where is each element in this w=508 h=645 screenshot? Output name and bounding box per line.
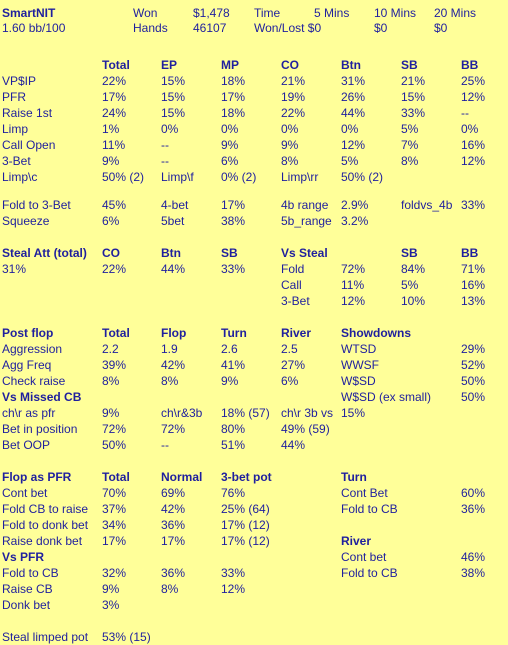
stat-value: 17%: [102, 534, 127, 548]
stat-value: 0%: [281, 122, 299, 136]
stat-value: 29%: [461, 342, 486, 356]
stat-value: 2.5: [281, 342, 298, 356]
stat-value: 12%: [341, 294, 366, 308]
stat-header: Total: [102, 470, 130, 484]
stat-value: 17%: [221, 198, 246, 212]
stat-label: Fold to CB: [2, 566, 59, 580]
stat-value: 8%: [161, 582, 179, 596]
stat-value: 33%: [461, 198, 486, 212]
wonlost-label: Won/Lost $0: [254, 21, 322, 35]
stat-value: --: [161, 138, 169, 152]
stat-label: 31%: [2, 262, 27, 276]
time-20-value: $0: [434, 21, 448, 35]
stat-value: 51%: [221, 438, 246, 452]
stat-value: 33%: [401, 106, 426, 120]
stat-label: Steal limped pot: [2, 630, 89, 644]
stat-value: Call: [281, 278, 302, 292]
stat-value: 18%: [221, 106, 246, 120]
stat-value: 36%: [161, 518, 186, 532]
stat-value: 17%: [161, 534, 186, 548]
stat-label: Aggression: [2, 342, 63, 356]
stat-label: Bet in position: [2, 422, 78, 436]
stat-label: Raise 1st: [2, 106, 53, 120]
stat-value: 12%: [221, 582, 246, 596]
stat-value: 44%: [161, 262, 186, 276]
stat-value: 41%: [221, 358, 246, 372]
bb-per-100: 1.60 bb/100: [2, 21, 66, 35]
stat-value: 5%: [401, 122, 419, 136]
stat-value: 8%: [281, 154, 299, 168]
stat-header: SB: [401, 58, 418, 72]
stat-value: 16%: [461, 278, 486, 292]
player-name: SmartNIT: [2, 6, 56, 20]
stat-header: 3-bet pot: [221, 470, 272, 484]
stat-value: 33%: [221, 262, 246, 276]
stat-label: Cont bet: [2, 486, 48, 500]
stat-value: 72%: [341, 262, 366, 276]
stat-header: River: [341, 534, 372, 548]
stat-label: VP$IP: [2, 74, 37, 88]
stat-header: CO: [281, 58, 299, 72]
stat-value: 69%: [161, 486, 186, 500]
stat-value: 0%: [461, 122, 479, 136]
stat-value: 12%: [461, 154, 486, 168]
stat-header: Total: [102, 58, 130, 72]
stat-value: 17%: [102, 90, 127, 104]
stat-value: 16%: [461, 138, 486, 152]
stat-header: Flop: [161, 326, 187, 340]
stat-header: Vs PFR: [2, 550, 45, 564]
stat-value: 50% (2): [341, 170, 384, 184]
stat-label: PFR: [2, 90, 26, 104]
stat-label: Limp: [2, 122, 29, 136]
stat-header: Steal Att (total): [2, 246, 87, 260]
stat-value: 44%: [281, 438, 306, 452]
stat-value: 37%: [102, 502, 127, 516]
stat-value: 38%: [461, 566, 486, 580]
stat-value: --: [161, 154, 169, 168]
stat-value: 0%: [341, 122, 359, 136]
stat-value: W$SD (ex small): [341, 390, 432, 404]
stat-header: Btn: [341, 58, 361, 72]
stat-value: 36%: [461, 502, 486, 516]
time-10-label: 10 Mins: [374, 6, 417, 20]
stat-value: 0%: [221, 122, 239, 136]
stat-value: Fold to CB: [341, 566, 398, 580]
stat-value: ch\r&3b: [161, 406, 203, 420]
stat-value: 4-bet: [161, 198, 189, 212]
stat-value: 5%: [341, 154, 359, 168]
stat-label: Fold to 3-Bet: [2, 198, 71, 212]
stat-value: 50%: [461, 374, 486, 388]
stat-value: 17% (12): [221, 518, 270, 532]
stat-value: 19%: [281, 90, 306, 104]
stat-header: Turn: [341, 470, 367, 484]
stat-value: 36%: [161, 566, 186, 580]
stat-value: 8%: [401, 154, 419, 168]
stat-value: 60%: [461, 486, 486, 500]
stat-value: 9%: [221, 374, 239, 388]
stat-header: BB: [461, 58, 479, 72]
stat-value: Limp\f: [161, 170, 194, 184]
stat-header: CO: [102, 246, 120, 260]
stat-header: MP: [221, 58, 239, 72]
stat-value: 46%: [461, 550, 486, 564]
hands-label: Hands: [133, 21, 168, 35]
stat-header: Showdowns: [341, 326, 411, 340]
stat-value: 3-Bet: [281, 294, 310, 308]
stat-label: Fold to donk bet: [2, 518, 89, 532]
stat-label: Fold CB to raise: [2, 502, 89, 516]
stat-value: 6%: [221, 154, 239, 168]
stat-value: 9%: [221, 138, 239, 152]
stat-value: 15%: [161, 74, 186, 88]
stat-value: 32%: [102, 566, 127, 580]
stat-value: 21%: [401, 74, 426, 88]
stat-value: 3.2%: [341, 214, 369, 228]
time-10-value: $0: [374, 21, 388, 35]
stat-header: Turn: [221, 326, 247, 340]
stat-value: 8%: [161, 374, 179, 388]
stat-value: WWSF: [341, 358, 379, 372]
stat-header: Vs Steal: [281, 246, 328, 260]
stat-value: 18%: [221, 74, 246, 88]
stat-value: 50% (2): [102, 170, 145, 184]
stat-value: 72%: [161, 422, 186, 436]
stat-value: 26%: [341, 90, 366, 104]
stat-value: 50%: [461, 390, 486, 404]
stat-value: 25% (64): [221, 502, 270, 516]
stat-label: Call Open: [2, 138, 56, 152]
stat-label: ch\r as pfr: [2, 406, 56, 420]
stat-label: 3-Bet: [2, 154, 31, 168]
stat-header: SB: [221, 246, 238, 260]
stat-value: 15%: [341, 406, 366, 420]
stat-label: Bet OOP: [2, 438, 51, 452]
stat-value: 22%: [102, 262, 127, 276]
stat-header: Vs Missed CB: [2, 390, 82, 404]
stat-value: 10%: [401, 294, 426, 308]
stat-header: SB: [401, 246, 418, 260]
stat-value: 38%: [221, 214, 246, 228]
stat-value: 45%: [102, 198, 127, 212]
stat-value: 2.9%: [341, 198, 369, 212]
stat-value: 9%: [102, 154, 120, 168]
stat-value: foldvs_4b: [401, 198, 453, 212]
stat-value: 1%: [102, 122, 120, 136]
stat-value: 15%: [161, 90, 186, 104]
stat-value: 49% (59): [281, 422, 330, 436]
stat-value: --: [161, 438, 169, 452]
stat-label: Raise donk bet: [2, 534, 83, 548]
stat-value: 34%: [102, 518, 127, 532]
stat-value: 6%: [102, 214, 120, 228]
stat-value: 12%: [461, 90, 486, 104]
stat-value: 70%: [102, 486, 127, 500]
stat-header: EP: [161, 58, 178, 72]
hands-value: 46107: [193, 21, 227, 35]
stat-header: Post flop: [2, 326, 54, 340]
stat-value: Fold: [281, 262, 305, 276]
stat-header: BB: [461, 246, 479, 260]
stat-value: ch\r 3b vs: [281, 406, 334, 420]
stat-header: Btn: [161, 246, 181, 260]
stat-value: 9%: [102, 406, 120, 420]
stat-value: 5bet: [161, 214, 185, 228]
stat-value: Cont Bet: [341, 486, 388, 500]
stat-value: Cont bet: [341, 550, 387, 564]
stat-label: Donk bet: [2, 598, 51, 612]
stat-value: 39%: [102, 358, 127, 372]
stat-value: 25%: [461, 74, 486, 88]
stat-header: Normal: [161, 470, 203, 484]
stat-value: 84%: [401, 262, 426, 276]
stat-header: River: [281, 326, 312, 340]
stat-value: 52%: [461, 358, 486, 372]
stat-value: 12%: [341, 138, 366, 152]
stat-value: 44%: [341, 106, 366, 120]
stat-label: Squeeze: [2, 214, 50, 228]
stat-label: Agg Freq: [2, 358, 52, 372]
stat-value: Limp\rr: [281, 170, 319, 184]
stat-value: Fold to CB: [341, 502, 398, 516]
stat-value: 9%: [102, 582, 120, 596]
stat-value: 18% (57): [221, 406, 270, 420]
stat-value: 2.2: [102, 342, 119, 356]
stat-value: 22%: [281, 106, 306, 120]
stat-value: 72%: [102, 422, 127, 436]
stat-value: 5%: [401, 278, 419, 292]
stat-value: 42%: [161, 502, 186, 516]
time-5-label: 5 Mins: [314, 6, 350, 20]
stat-value: WTSD: [341, 342, 377, 356]
stat-value: 17%: [221, 90, 246, 104]
stat-value: 7%: [401, 138, 419, 152]
stat-value: 76%: [221, 486, 246, 500]
time-20-label: 20 Mins: [434, 6, 477, 20]
stat-value: 8%: [102, 374, 120, 388]
stat-value: 80%: [221, 422, 246, 436]
stat-value: 5b_range: [281, 214, 332, 228]
stat-value: 15%: [401, 90, 426, 104]
stat-value: 24%: [102, 106, 127, 120]
stat-value: 0% (2): [221, 170, 257, 184]
stat-value: 53% (15): [102, 630, 151, 644]
stat-label: Limp\c: [2, 170, 38, 184]
time-label: Time: [254, 6, 281, 20]
stat-value: 1.9: [161, 342, 178, 356]
stat-value: 2.6: [221, 342, 238, 356]
stat-label: Check raise: [2, 374, 66, 388]
stat-value: 6%: [281, 374, 299, 388]
stat-value: 11%: [102, 138, 126, 152]
stat-value: 13%: [461, 294, 486, 308]
stat-value: 0%: [161, 122, 179, 136]
stat-value: 17% (12): [221, 534, 270, 548]
stat-value: 11%: [341, 278, 365, 292]
stat-header: Flop as PFR: [2, 470, 72, 484]
stat-value: 21%: [281, 74, 306, 88]
stat-value: 31%: [341, 74, 366, 88]
stat-value: 71%: [461, 262, 486, 276]
stat-value: --: [461, 106, 469, 120]
stat-value: W$SD: [341, 374, 376, 388]
stat-value: 3%: [102, 598, 120, 612]
stat-value: 15%: [161, 106, 186, 120]
won-label: Won: [133, 6, 158, 20]
stat-value: 33%: [221, 566, 246, 580]
stat-label: Raise CB: [2, 582, 53, 596]
stat-header: Total: [102, 326, 130, 340]
won-value: $1,478: [193, 6, 230, 20]
stat-value: 9%: [281, 138, 299, 152]
stat-value: 22%: [102, 74, 127, 88]
stat-value: 42%: [161, 358, 186, 372]
stat-value: 27%: [281, 358, 306, 372]
stat-value: 50%: [102, 438, 127, 452]
stat-value: 4b range: [281, 198, 329, 212]
